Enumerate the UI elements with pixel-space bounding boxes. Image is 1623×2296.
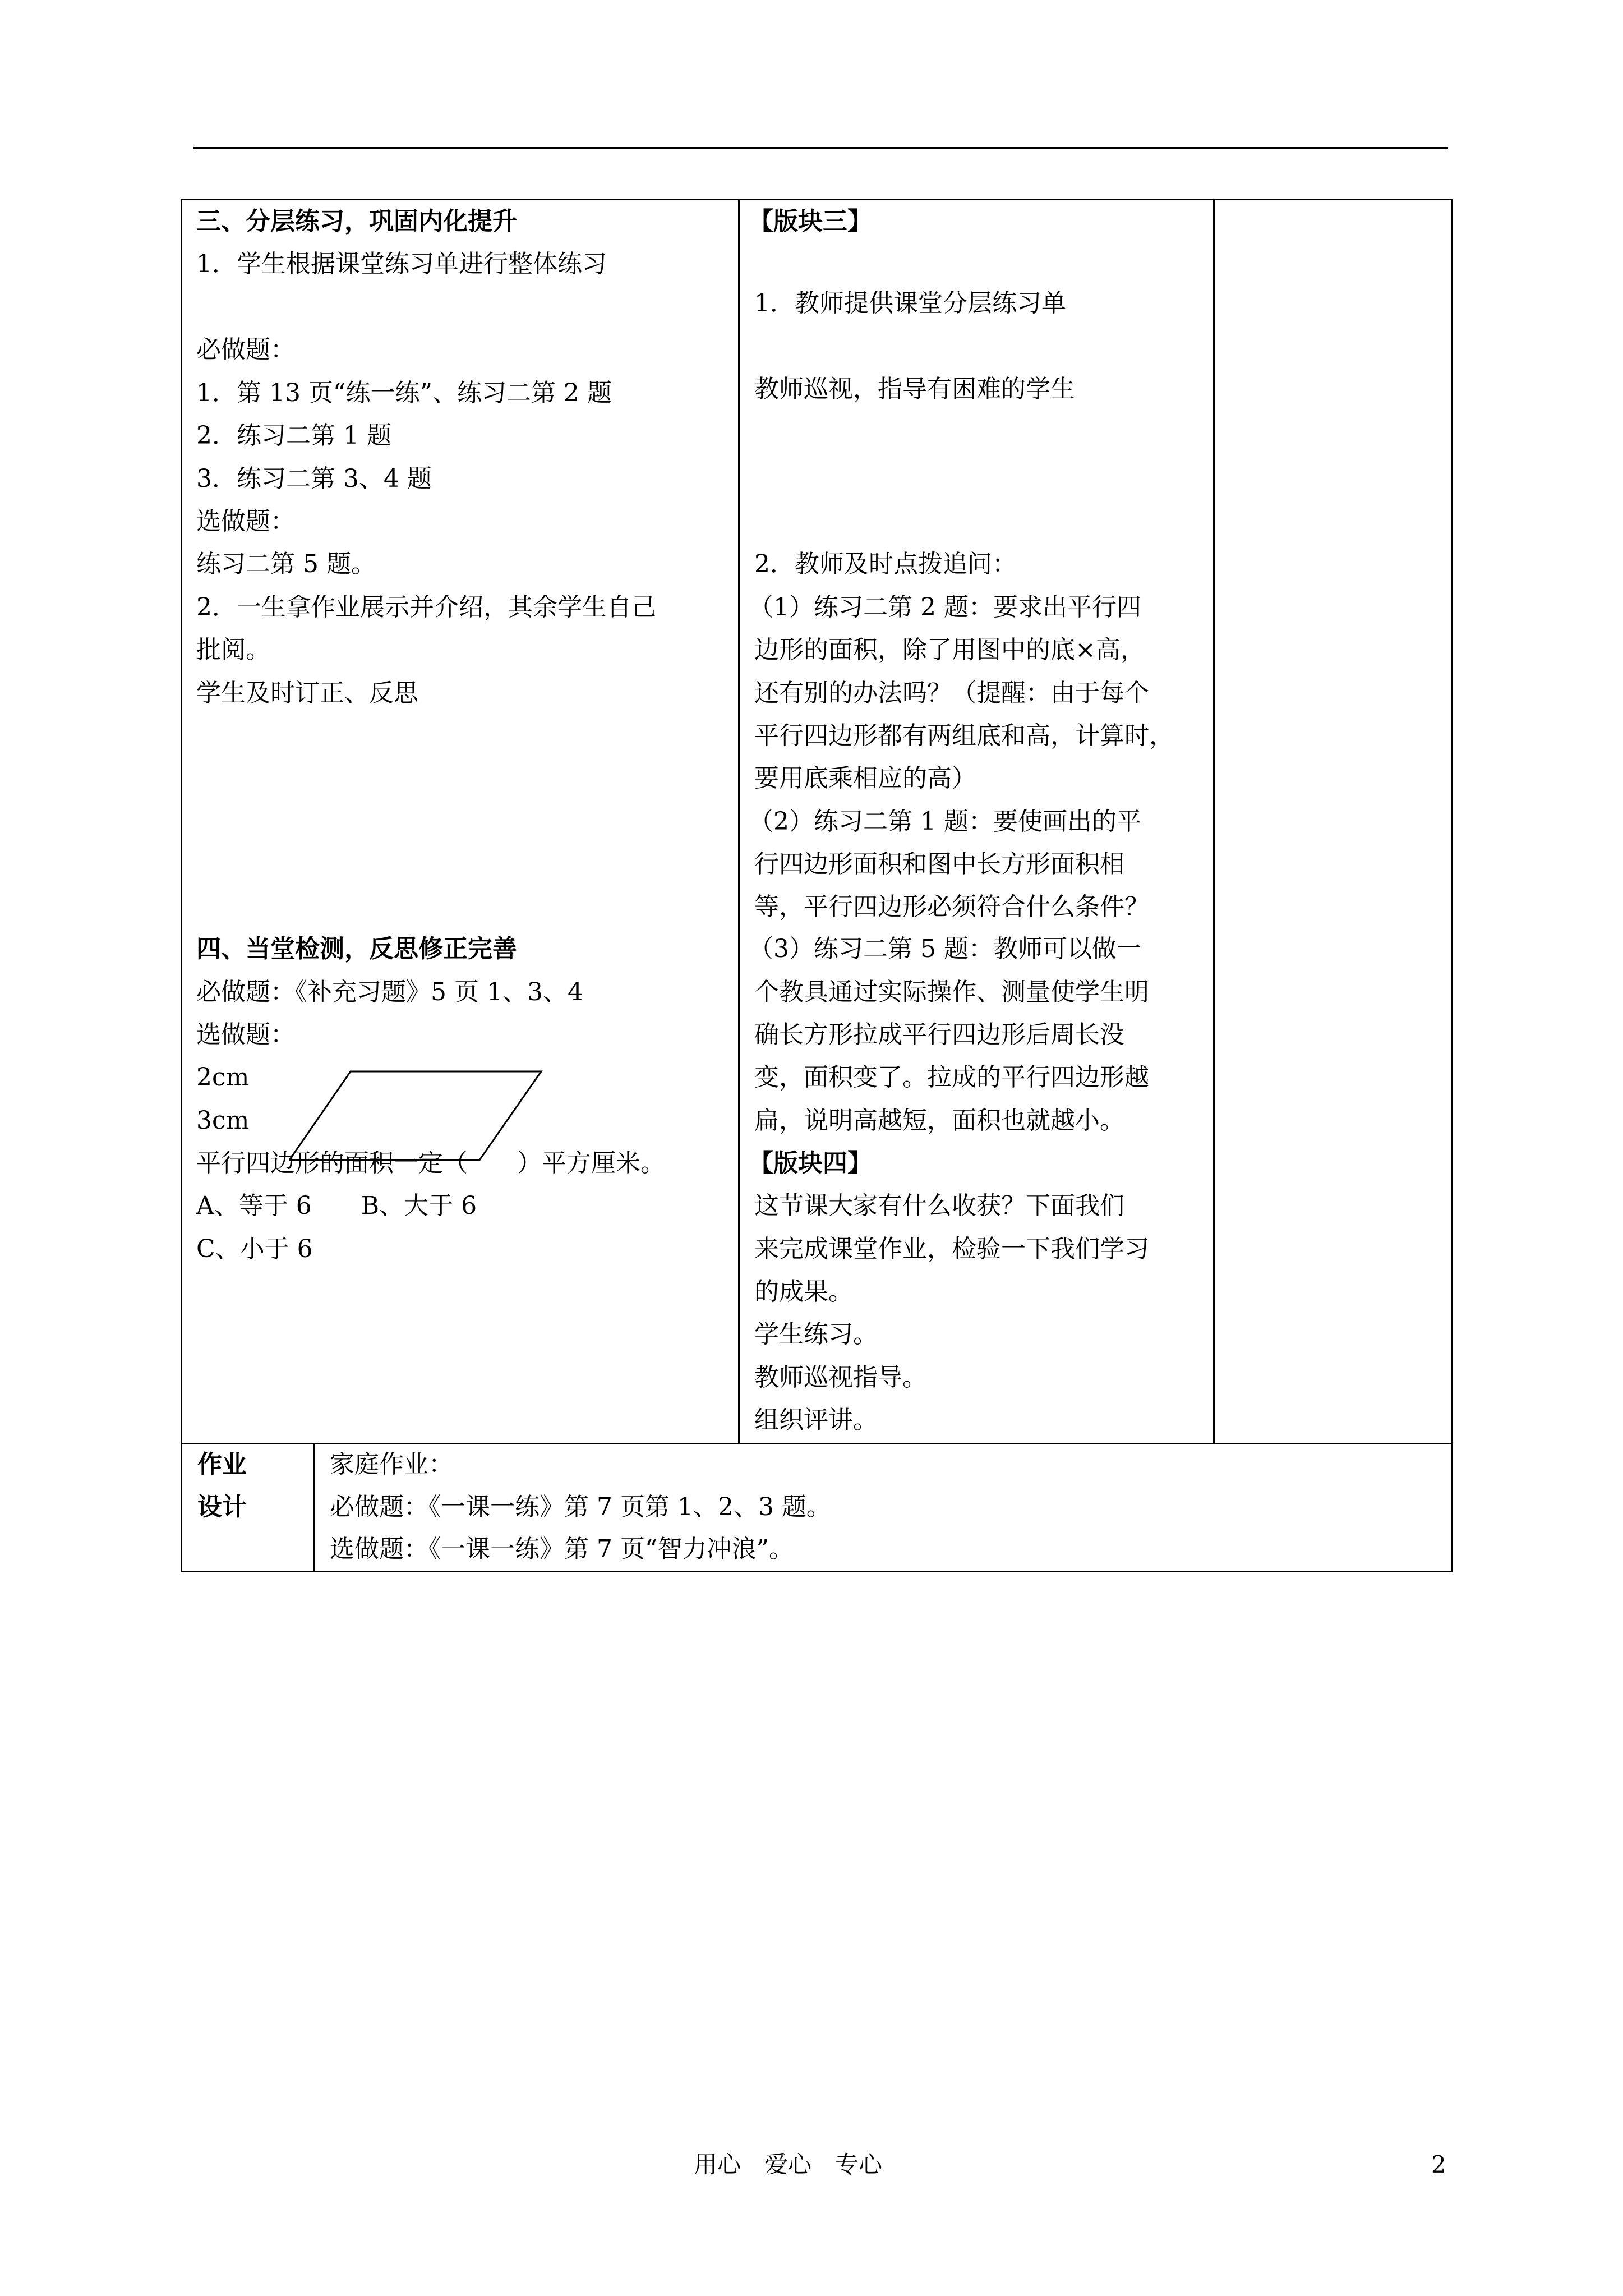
mid-line-14: 确长方形拉成平行四边形后周长没	[754, 1020, 1124, 1049]
mid-line-10: 行四边形面积和图中长方形面积相	[754, 850, 1124, 878]
mid-line-17: 这节课大家有什么收获？下面我们	[754, 1191, 1124, 1220]
homework-required: 必做题：《一课一练》第 7 页第 1、2、3 题。	[330, 1493, 831, 1521]
mid-line-15: 变，面积变了。拉成的平行四边形越	[754, 1063, 1149, 1092]
table-divider-1	[738, 199, 740, 1444]
mid-line-19: 的成果。	[754, 1277, 853, 1306]
choice-c: C、小于 6	[196, 1235, 313, 1263]
table-border-bottom	[181, 1571, 1453, 1572]
left-line-6: 选做题：	[196, 507, 295, 536]
footer-motto: 用心 爱心 专心	[694, 2151, 883, 2178]
mid-line-22: 组织评讲。	[754, 1406, 878, 1434]
section-4-heading: 四、当堂检测，反思修正完善	[196, 935, 517, 963]
block-3-heading: 【版块三】	[749, 207, 872, 236]
left-line-10: 学生及时订正、反思	[196, 679, 418, 707]
table-border-top	[181, 199, 1453, 200]
mid-line-11: 等，平行四边形必须符合什么条件？	[754, 892, 1149, 921]
homework-optional: 选做题：《一课一练》第 7 页“智力冲浪”。	[330, 1535, 794, 1563]
mid-line-6: 还有别的办法吗？（提醒：由于每个	[754, 679, 1149, 707]
block-4-heading: 【版块四】	[749, 1149, 872, 1177]
mid-line-3: 2．教师及时点拨追问：	[754, 550, 1017, 578]
mid-line-12: （3）练习二第 5 题：教师可以做一	[749, 935, 1141, 963]
table-border-mid	[181, 1443, 1453, 1444]
page-number: 2	[1431, 2151, 1446, 2178]
left-line-9: 批阅。	[196, 636, 270, 664]
homework-title: 家庭作业：	[330, 1450, 453, 1479]
mid-line-20: 学生练习。	[754, 1320, 878, 1349]
mid-line-4: （1）练习二第 2 题：要求出平行四	[749, 593, 1141, 622]
left-line-7: 练习二第 5 题。	[196, 550, 376, 578]
left-line-4: 2．练习二第 1 题	[196, 421, 391, 450]
left-line-3: 1．第 13 页“练一练”、练习二第 2 题	[196, 379, 612, 407]
left-line-1: 1．学生根据课堂练习单进行整体练习	[196, 250, 607, 278]
homework-label-line-2: 设计	[197, 1493, 247, 1521]
mid-line-13: 个教具通过实际操作、测量使学生明	[754, 978, 1149, 1006]
choice-a-b: A、等于 6 B、大于 6	[196, 1191, 477, 1220]
left-line-15: 平行四边形的面积一定（ ）平方厘米。	[196, 1149, 665, 1177]
left-line-8: 2．一生拿作业展示并介绍，其余学生自己	[196, 593, 656, 622]
mid-line-2: 教师巡视，指导有困难的学生	[754, 375, 1075, 403]
left-line-12: 选做题：	[196, 1020, 295, 1049]
table-border-left	[181, 199, 182, 1572]
header-rule	[193, 147, 1448, 149]
mid-line-1: 1．教师提供课堂分层练习单	[754, 289, 1066, 318]
mid-line-8: 要用底乘相应的高）	[754, 764, 976, 793]
dimension-label-base: 3cm	[196, 1106, 250, 1135]
mid-line-5: 边形的面积，除了用图中的底×高，	[754, 636, 1145, 664]
left-line-5: 3．练习二第 3、4 题	[196, 464, 432, 493]
mid-line-7: 平行四边形都有两组底和高，计算时，	[754, 721, 1174, 750]
left-line-2: 必做题：	[196, 335, 295, 364]
mid-line-16: 扁，说明高越短，面积也就越小。	[754, 1106, 1124, 1135]
left-line-11: 必做题：《补充习题》5 页 1、3、4	[196, 978, 583, 1006]
mid-line-21: 教师巡视指导。	[754, 1363, 927, 1392]
dimension-label-height: 2cm	[196, 1063, 250, 1092]
table-border-right	[1451, 199, 1453, 1572]
mid-line-9: （2）练习二第 1 题：要使画出的平	[749, 807, 1141, 836]
homework-label-line-1: 作业	[197, 1450, 247, 1479]
mid-line-18: 来完成课堂作业，检验一下我们学习	[754, 1235, 1149, 1263]
table-divider-2	[1213, 199, 1215, 1444]
section-3-heading: 三、分层练习，巩固内化提升	[196, 207, 517, 236]
table-divider-homework	[313, 1443, 315, 1572]
